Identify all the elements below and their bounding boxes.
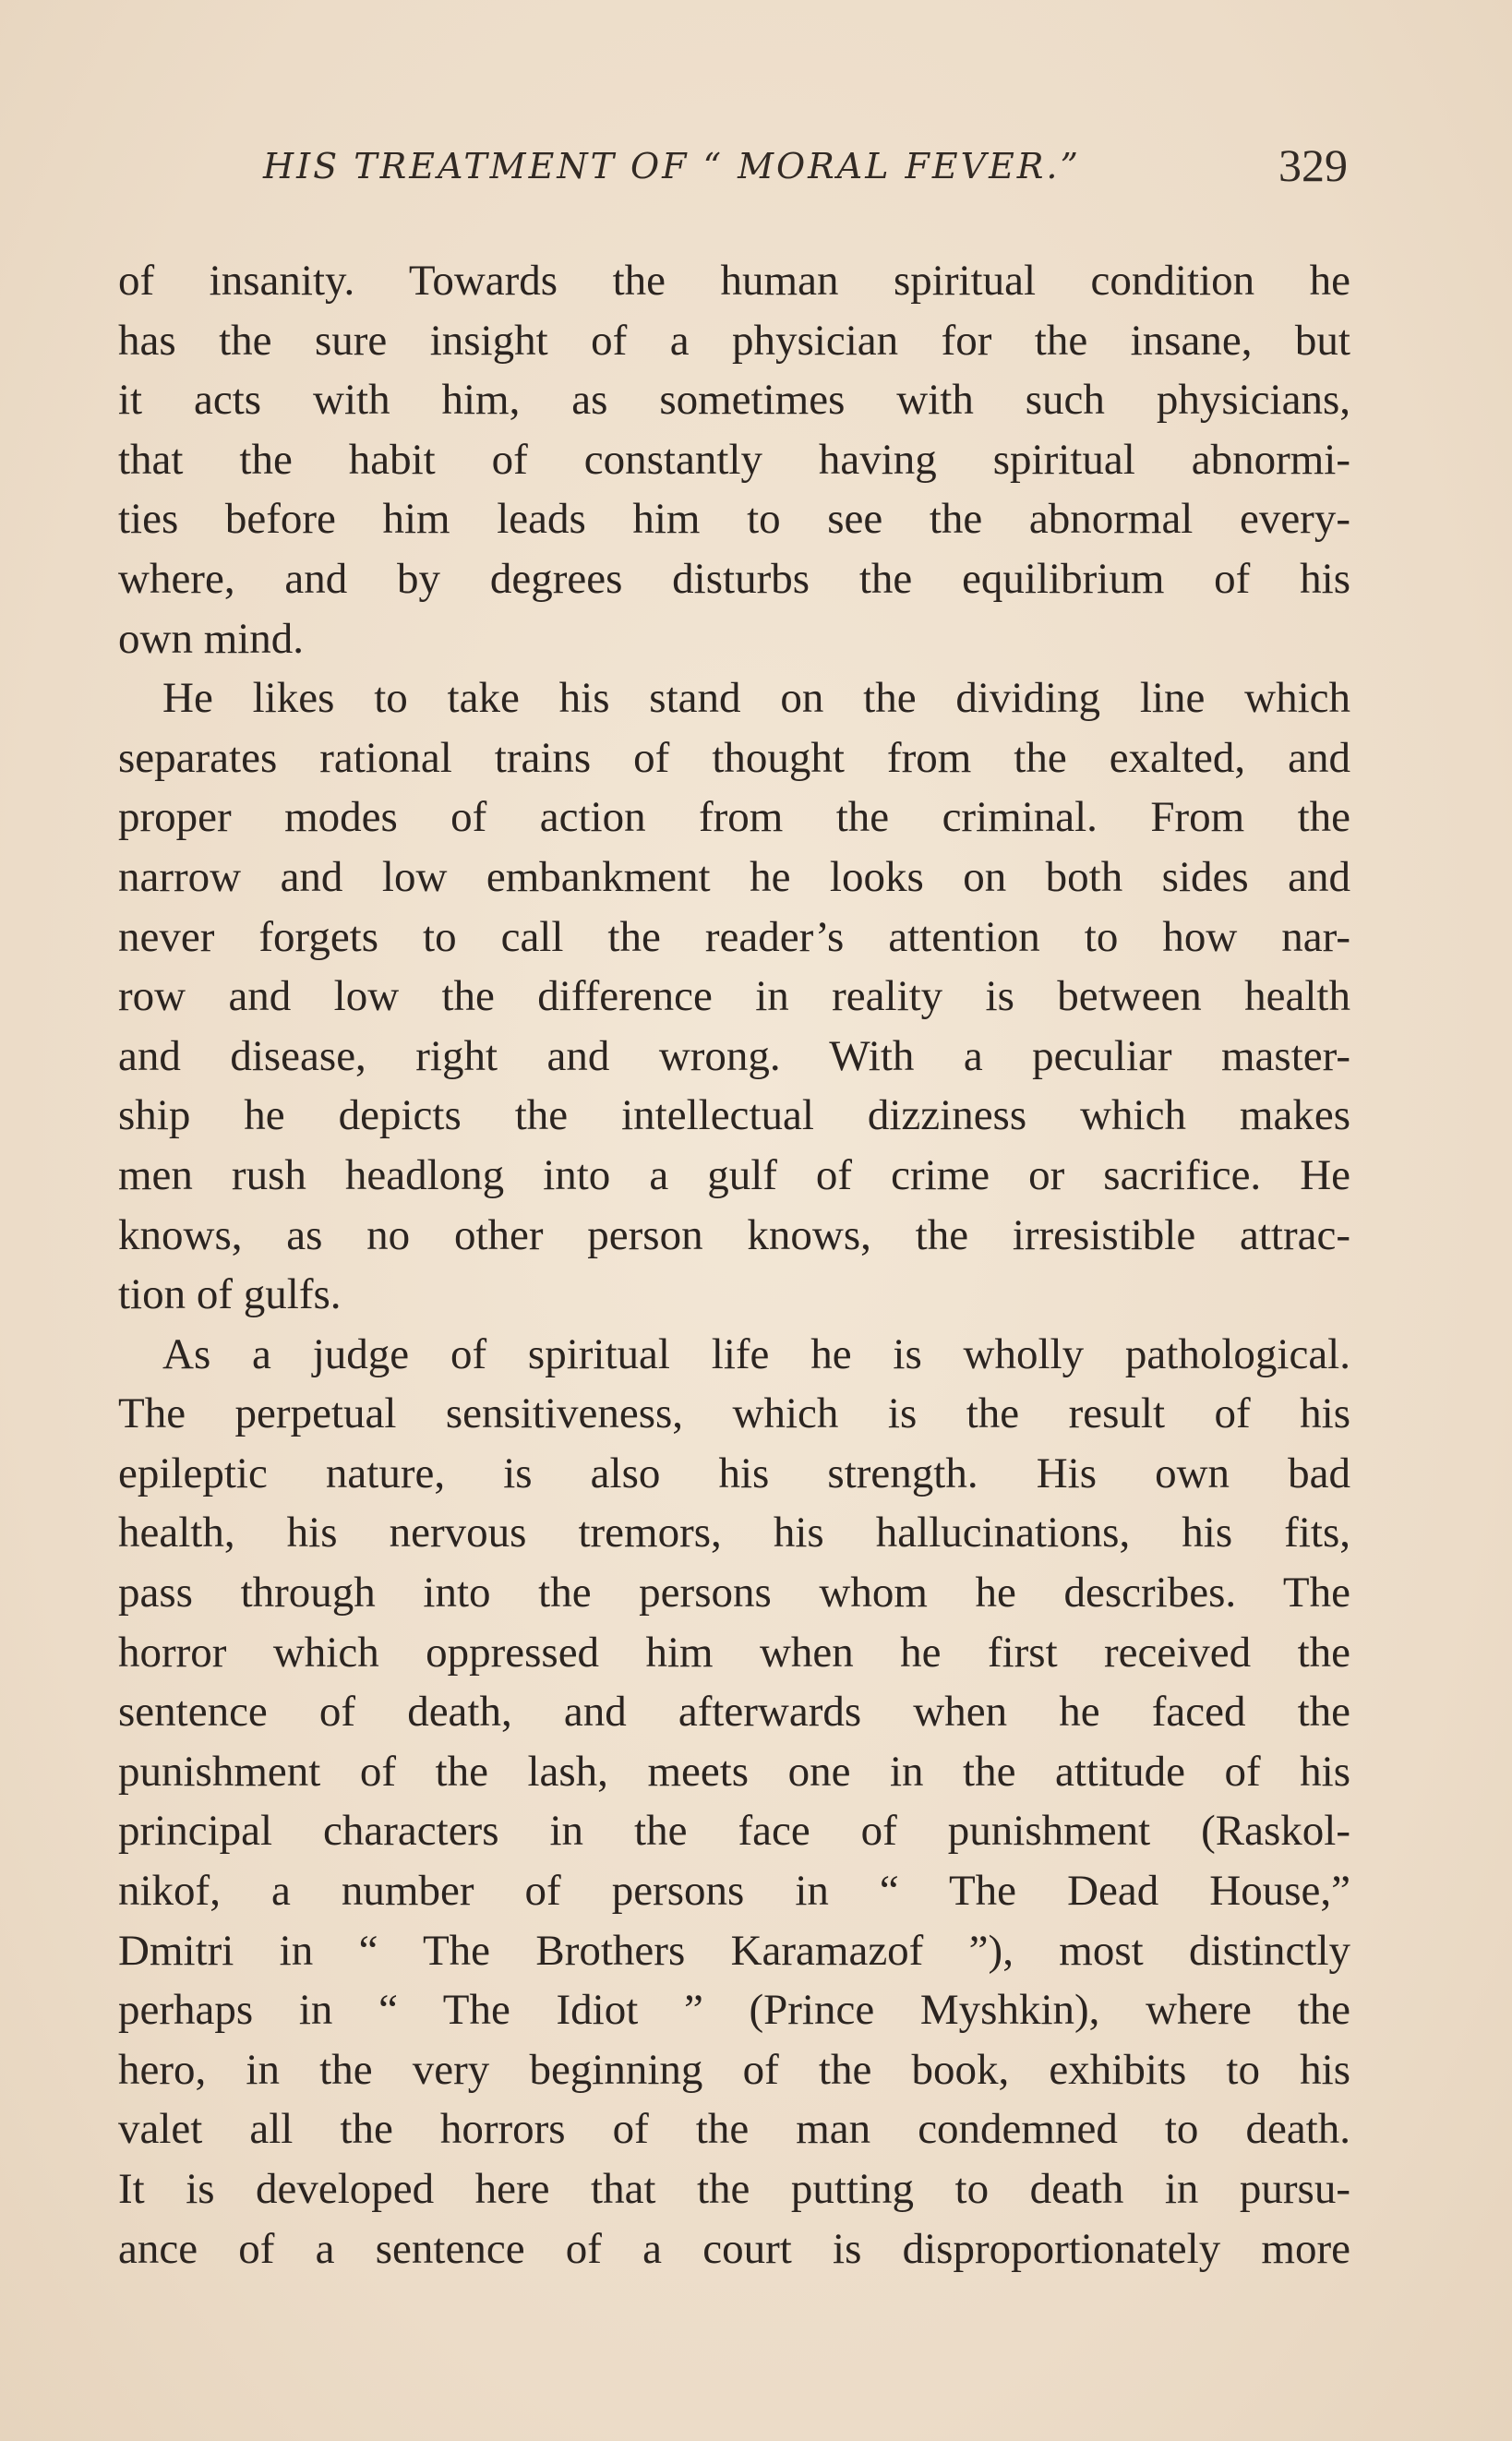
text-line: perhaps in “ The Idiot ” (Prince Myshkin), where the [118,1986,1350,2035]
text-line: has the sure insight of a physician for the insane, but [118,316,1350,365]
paragraph [118,1325,1350,2279]
text-line: separates rational trains of thought from the exalted, and [118,733,1350,782]
text-line: hero, in the very beginning of the book, exhibits to his [118,2045,1350,2094]
text-line: punishment of the lash, meets one in the attitude of his [118,1747,1350,1796]
text-line: horror which oppressed him when he first received the [118,1628,1350,1677]
text-line: nikof, a number of persons in “ The Dead House,” [118,1867,1350,1916]
page-number: 329 [1278,139,1348,191]
text-line: Dmitri in “ The Brothers Karamazof ”), most distinctly [118,1926,1350,1975]
text-line: epileptic nature, is also his strength. His own bad [118,1449,1350,1497]
text-line: where, and by degrees disturbs the equilibrium of his [118,554,1350,603]
text-line: it acts with him, as sometimes with such physicians, [118,376,1350,425]
paragraph [118,668,1350,1325]
text-line: tion of gulfs. [118,1270,342,1319]
text-line: valet all the horrors of the man condemned to death. [118,2105,1350,2154]
text-line: He likes to take his stand on the dividing line which [162,674,1350,723]
text-line: proper modes of action from the criminal. From the [118,793,1350,842]
text-line: and disease, right and wrong. With a peculiar master- [118,1031,1350,1080]
text-line: The perpetual sensitiveness, which is the result of his [118,1389,1350,1438]
running-title: HIS TREATMENT OF “ MORAL FEVER.” [263,146,1081,186]
text-line: ties before him leads him to see the abnormal every- [118,495,1350,544]
body-text [118,251,1350,2279]
running-head [231,138,1348,203]
text-line: narrow and low embankment he looks on both sides and [118,852,1350,901]
text-line: that the habit of constantly having spiritual abnormi- [118,435,1350,484]
text-line: of insanity. Towards the human spiritual condition he [118,257,1350,305]
text-line: pass through into the persons whom he describes. The [118,1569,1350,1617]
text-line: knows, as no other person knows, the irresistible attrac- [118,1210,1350,1259]
text-line: ance of a sentence of a court is disproportionately more [118,2224,1350,2273]
paragraph [118,251,1350,668]
text-line: own mind. [118,614,305,663]
text-line: ship he depicts the intellectual dizziness which makes [118,1091,1350,1140]
text-line: health, his nervous tremors, his hallucinations, his fits, [118,1509,1350,1557]
text-line: As a judge of spiritual life he is wholly pathological. [162,1329,1350,1378]
text-line: never forgets to call the reader’s attention to how nar- [118,912,1350,961]
text-line: row and low the difference in reality is between health [118,972,1350,1021]
text-line: sentence of death, and afterwards when he faced the [118,1688,1350,1737]
text-line: It is developed here that the putting to death in pursu- [118,2165,1350,2213]
text-line: men rush headlong into a gulf of crime or sacrifice. He [118,1150,1350,1199]
text-line: principal characters in the face of punishment (Raskol- [118,1807,1350,1856]
